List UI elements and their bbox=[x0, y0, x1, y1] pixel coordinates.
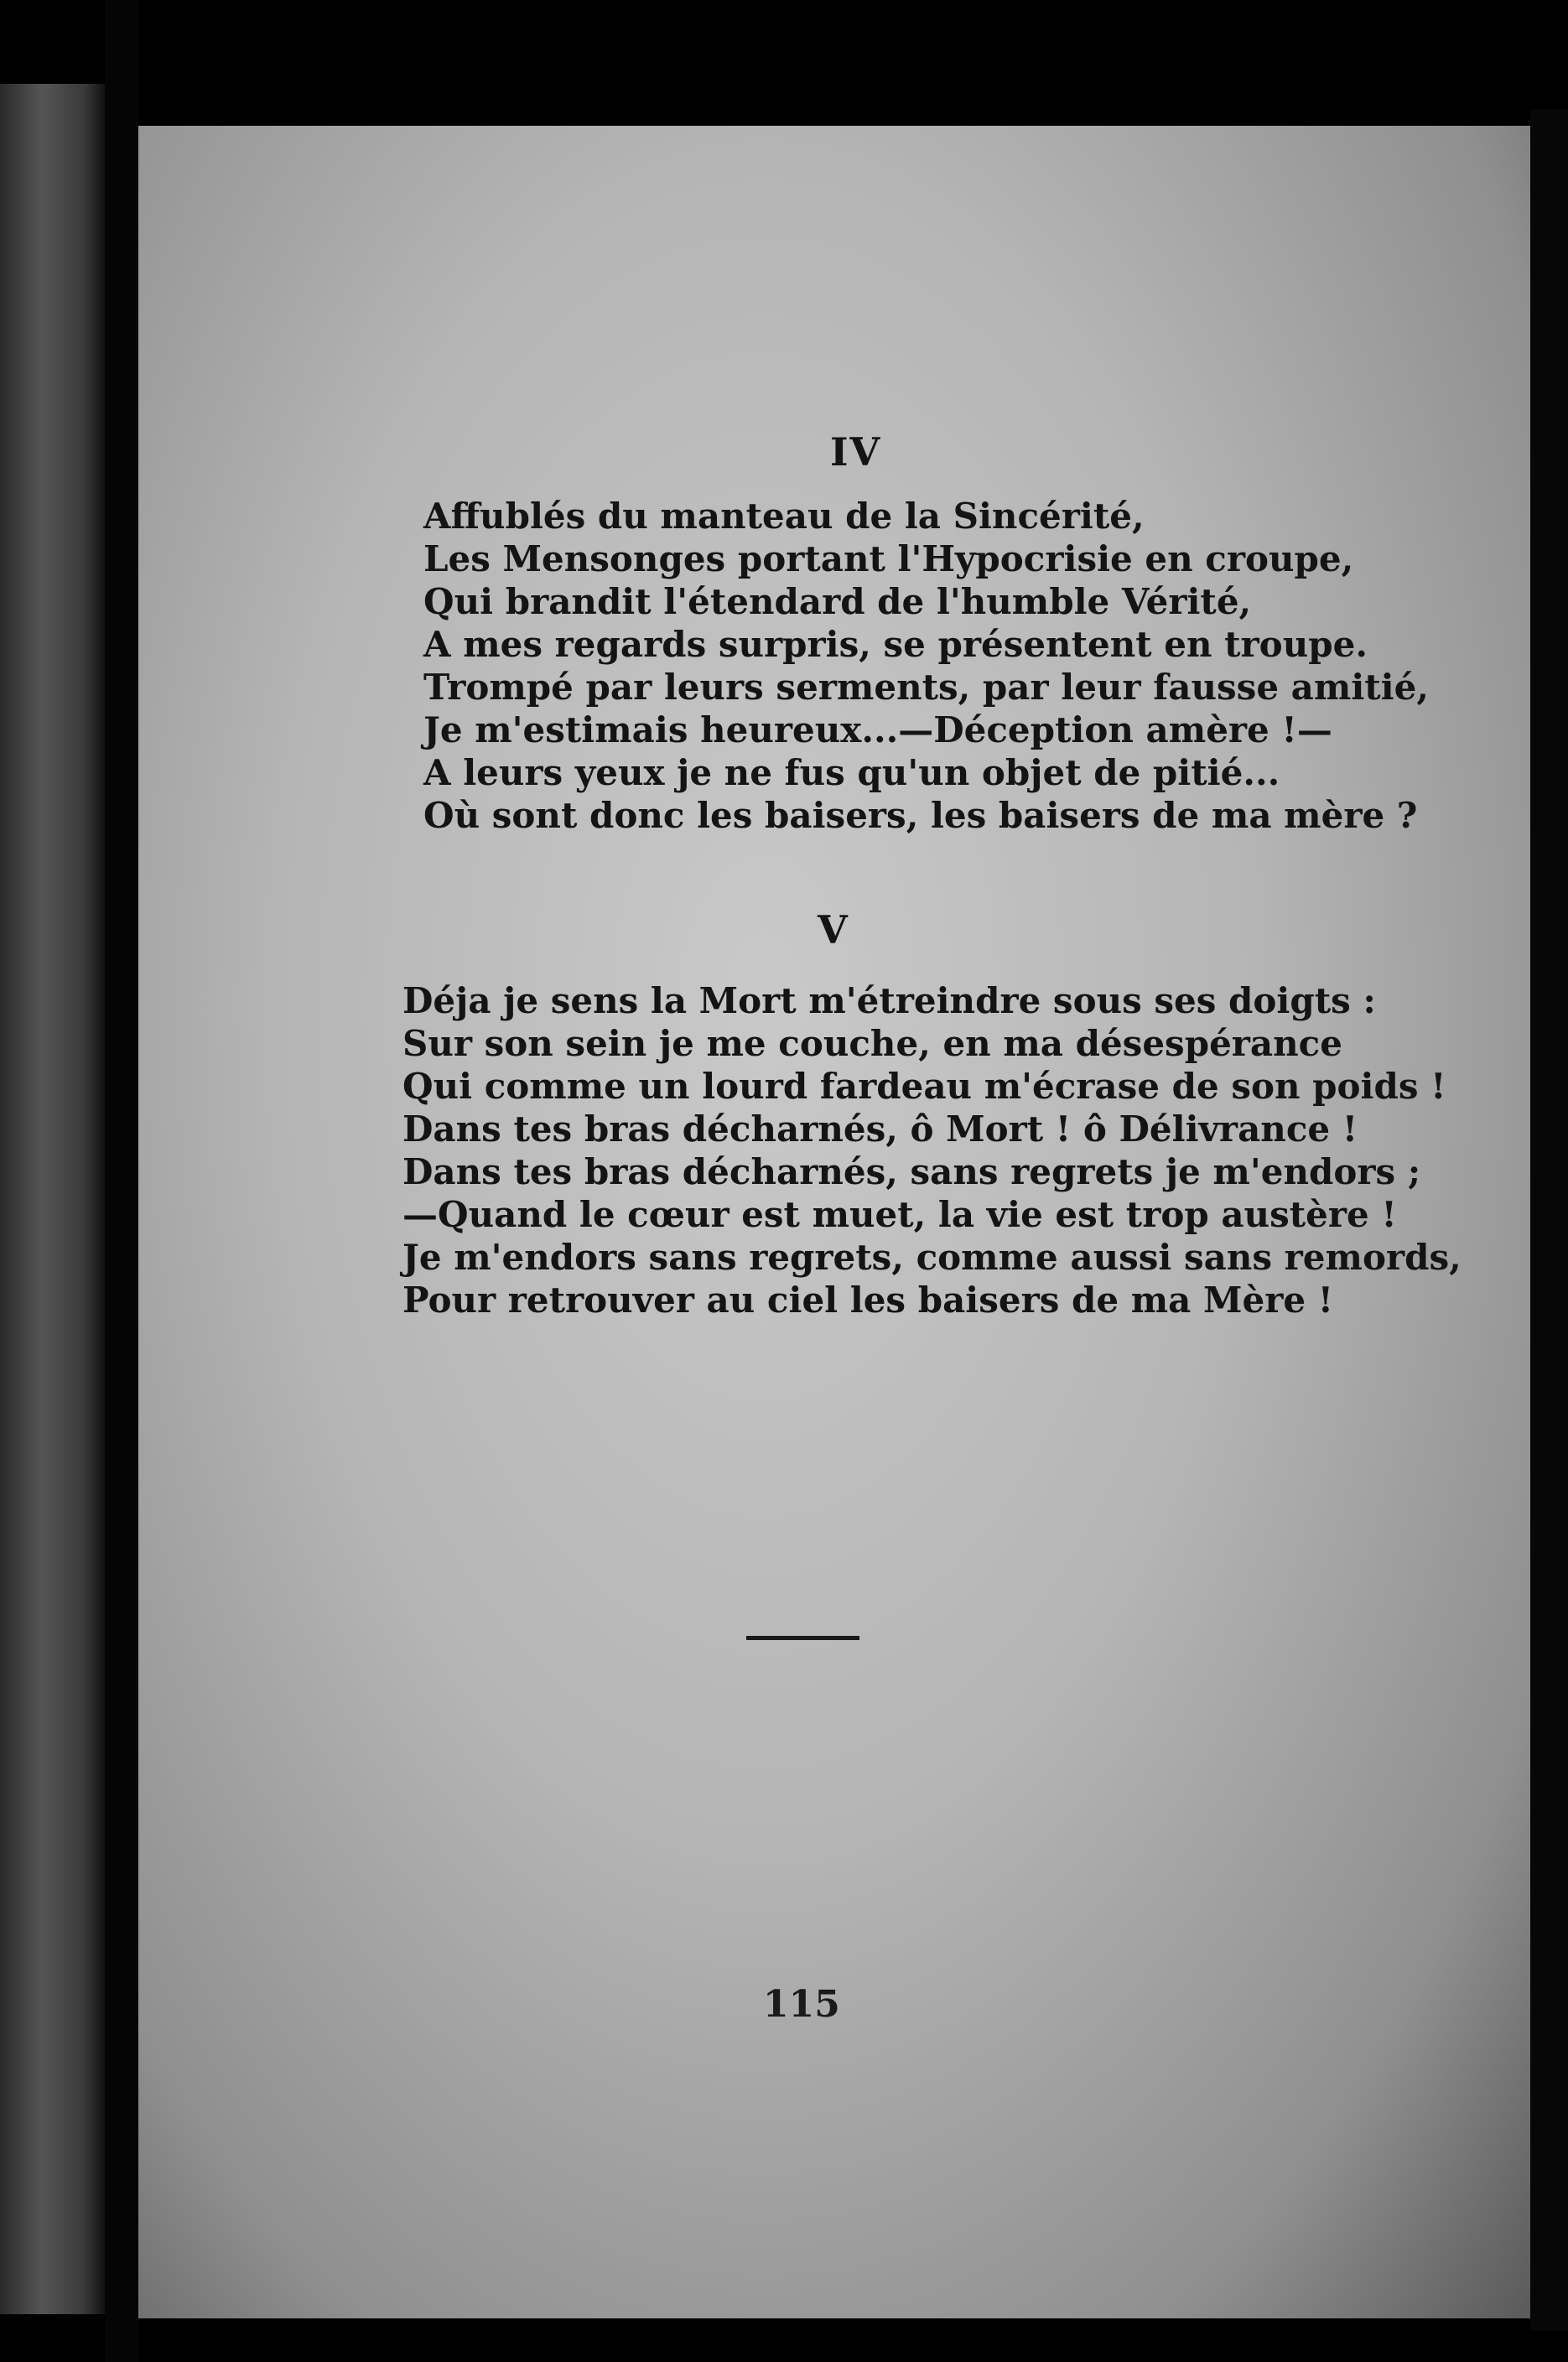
verse-line: Déja je sens la Mort m'étreindre sous ses doigts : bbox=[402, 980, 1376, 1021]
verse-line: Pour retrouver au ciel les baisers de ma Mère ! bbox=[402, 1280, 1334, 1321]
verse-line: Je m'estimais heureux...—Déception amère !— bbox=[423, 709, 1332, 750]
verse-line: Trompé par leurs serments, par leur fausse amitié, bbox=[423, 667, 1429, 708]
verse-line: A leurs yeux je ne fus qu'un objet de pitié... bbox=[423, 752, 1280, 793]
page-right-border bbox=[1530, 109, 1568, 2331]
verse-line: Qui comme un lourd fardeau m'écrase de son poids ! bbox=[402, 1066, 1446, 1107]
verse-line: Affublés du manteau de la Sincérité, bbox=[423, 496, 1145, 537]
facing-page-edge bbox=[0, 84, 105, 2314]
verse-line: Dans tes bras décharnés, ô Mort ! ô Délivrance ! bbox=[402, 1108, 1358, 1150]
stanza-iv bbox=[423, 495, 1429, 837]
verse-line: Je m'endors sans regrets, comme aussi sans remords, bbox=[402, 1237, 1462, 1278]
page-number: 115 bbox=[763, 1983, 840, 2026]
verse-line: Où sont donc les baisers, les baisers de ma mère ? bbox=[423, 795, 1418, 836]
end-rule bbox=[746, 1636, 859, 1640]
section-heading-iv: IV bbox=[830, 429, 882, 475]
book-gutter bbox=[105, 0, 138, 2362]
verse-line: Dans tes bras décharnés, sans regrets je m'endors ; bbox=[402, 1151, 1421, 1192]
stanza-v bbox=[402, 979, 1462, 1321]
verse-line: Sur son sein je me couche, en ma désespérance bbox=[402, 1023, 1342, 1064]
verse-line: A mes regards surpris, se présentent en troupe. bbox=[423, 624, 1368, 665]
section-heading-v: V bbox=[818, 907, 849, 953]
verse-line: Les Mensonges portant l'Hypocrisie en croupe, bbox=[423, 538, 1354, 579]
verse-line: —Quand le cœur est muet, la vie est trop austère ! bbox=[402, 1194, 1397, 1235]
verse-line: Qui brandit l'étendard de l'humble Vérité, bbox=[423, 581, 1252, 622]
